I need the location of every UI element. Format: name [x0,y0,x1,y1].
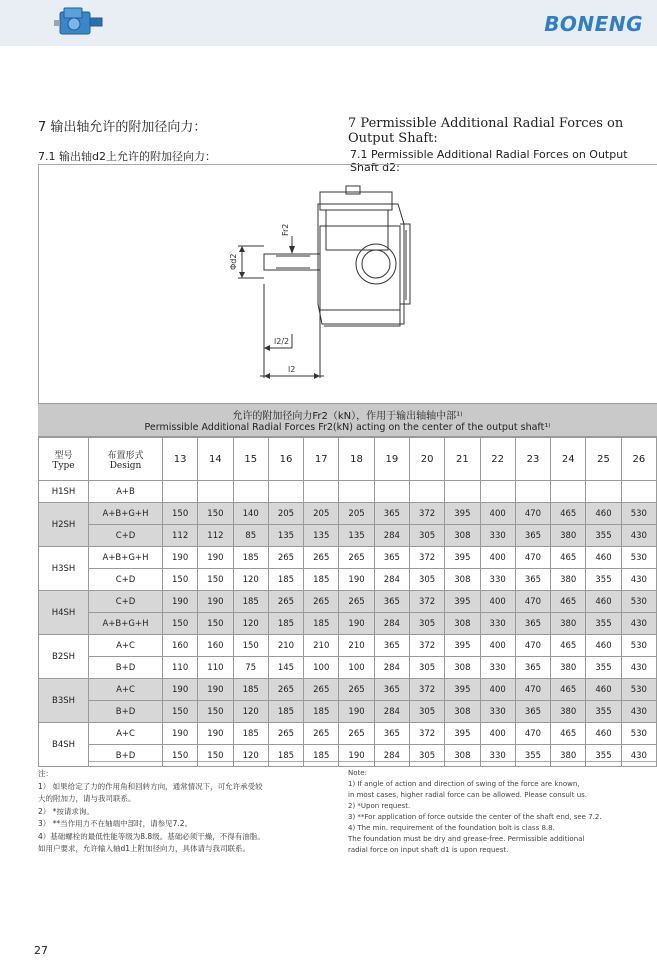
force-value-cell: 150 [198,745,233,767]
note-line: 4）基础螺栓的最低性能等级为8.8级。基础必须干燥，不得有油脂。 [38,831,265,841]
force-value-cell: 185 [233,723,268,745]
force-value-cell: 135 [304,525,339,547]
force-value-cell: 365 [374,547,409,569]
force-value-cell: 120 [233,745,268,767]
force-value-cell: 305 [409,745,444,767]
force-value-cell: 190 [339,745,374,767]
design-cell: A+C [89,679,163,701]
table-row [39,591,657,613]
size-column-header: 17 [304,438,339,481]
force-value-cell: 308 [445,657,480,679]
table-title-band [38,403,657,437]
force-value-cell: 430 [621,525,656,547]
force-value-cell: 190 [198,547,233,569]
page-number: 27 [34,944,48,957]
force-value-cell: 430 [621,569,656,591]
force-value-cell: 190 [339,613,374,635]
force-value-cell: 112 [163,525,198,547]
force-value-cell [233,481,268,503]
force-value-cell: 355 [586,525,621,547]
table-row [39,569,657,591]
force-value-cell: 355 [586,569,621,591]
note-line: 3) **For application of force outside the center of the shaft end, see 7.2. [348,813,602,821]
force-value-cell: 185 [268,745,303,767]
force-value-cell: 135 [339,525,374,547]
design-cell: C+D [89,525,163,547]
force-value-cell: 372 [409,723,444,745]
force-value-cell: 465 [551,723,586,745]
force-value-cell: 365 [374,635,409,657]
note-line: radial force on input shaft d1 is upon request. [348,846,509,854]
note-line: 2） *按请求询。 [38,806,94,816]
table-row [39,525,657,547]
force-value-cell: 284 [374,657,409,679]
d2-label: Φd2 [229,253,238,270]
design-header [89,438,163,481]
force-value-cell [268,481,303,503]
force-value-cell: 190 [163,591,198,613]
design-header-en: Design [109,460,142,471]
force-value-cell: 112 [198,525,233,547]
force-value-cell: 400 [480,503,515,525]
force-value-cell: 265 [339,547,374,569]
table-row [39,481,657,503]
force-value-cell: 330 [480,657,515,679]
force-value-cell: 190 [163,547,198,569]
size-column-header: 25 [586,438,621,481]
force-value-cell: 330 [480,745,515,767]
size-column-header: 23 [515,438,550,481]
force-value-cell: 372 [409,591,444,613]
design-cell: A+B+G+H [89,547,163,569]
force-value-cell: 150 [198,569,233,591]
table-title-cn: 允许的附加径向力Fr2（kN），作用于输出轴轴中部¹⁾ [232,411,463,422]
force-value-cell: 365 [374,503,409,525]
design-cell: C+D [89,591,163,613]
force-value-cell: 430 [621,745,656,767]
force-value-cell: 284 [374,525,409,547]
force-value-cell: 265 [304,723,339,745]
force-value-cell: 365 [374,679,409,701]
force-value-cell: 380 [551,745,586,767]
force-value-cell: 190 [163,679,198,701]
force-value-cell: 284 [374,569,409,591]
size-column-header: 14 [198,438,233,481]
force-value-cell: 308 [445,569,480,591]
force-value-cell: 465 [551,679,586,701]
note-line: 如用户要求，允许输入轴d1上附加径向力，具体请与我司联系。 [38,844,251,853]
table-row [39,547,657,569]
table-row [39,679,657,701]
force-value-cell [515,481,550,503]
gearbox-drawing [38,164,657,404]
force-value-cell: 185 [268,569,303,591]
force-value-cell: 380 [551,569,586,591]
force-value-cell: 185 [304,569,339,591]
size-column-header: 15 [233,438,268,481]
force-value-cell: 150 [198,503,233,525]
force-value-cell: 185 [304,613,339,635]
type-cell: B4SH [39,723,89,767]
force-value-cell: 470 [515,679,550,701]
force-value-cell: 365 [515,569,550,591]
force-value-cell: 380 [551,525,586,547]
force-value-cell: 365 [515,701,550,723]
force-value-cell: 470 [515,547,550,569]
note-line: in most cases, higher radial force can be allowed. Please consult us. [348,791,588,799]
force-value-cell: 465 [551,635,586,657]
force-value-cell: 355 [586,613,621,635]
force-value-cell [480,481,515,503]
force-value-cell [445,481,480,503]
design-cell: A+C [89,635,163,657]
force-value-cell: 380 [551,613,586,635]
force-value-cell: 465 [551,591,586,613]
note-line: 1） 如果给定了力的作用角和回转方向，通常情况下，可允许承受较 [38,781,263,791]
size-column-header: 13 [163,438,198,481]
design-cell: B+D [89,657,163,679]
force-value-cell: 265 [339,723,374,745]
force-value-cell: 185 [304,701,339,723]
size-column-header: 24 [551,438,586,481]
force-value-cell: 460 [586,723,621,745]
force-value-cell: 330 [480,701,515,723]
force-value-cell: 330 [480,525,515,547]
force-value-cell: 365 [515,525,550,547]
force-value-cell: 372 [409,503,444,525]
force-value-cell: 205 [304,503,339,525]
force-value-cell: 190 [198,723,233,745]
force-value-cell: 530 [621,635,656,657]
force-value-cell [409,481,444,503]
force-value-cell: 305 [409,569,444,591]
force-value-cell: 305 [409,613,444,635]
force-value-cell: 380 [551,701,586,723]
force-value-cell: 430 [621,657,656,679]
force-value-cell [374,481,409,503]
type-cell: H4SH [39,591,89,635]
force-value-cell: 160 [163,635,198,657]
force-value-cell: 365 [515,657,550,679]
force-value-cell [198,481,233,503]
force-value-cell: 395 [445,679,480,701]
force-value-cell: 205 [268,503,303,525]
force-value-cell: 150 [198,613,233,635]
type-cell: B3SH [39,679,89,723]
force-value-cell: 308 [445,613,480,635]
force-value-cell: 395 [445,591,480,613]
force-value-cell: 530 [621,591,656,613]
force-value-cell: 140 [233,503,268,525]
force-value-cell: 110 [198,657,233,679]
force-value-cell: 185 [233,591,268,613]
force-value-cell: 372 [409,547,444,569]
force-value-cell [163,481,198,503]
force-value-cell: 395 [445,547,480,569]
force-value-cell: 265 [268,547,303,569]
table-row [39,657,657,679]
force-value-cell: 372 [409,679,444,701]
fr2-label: Fr2 [281,223,290,236]
force-value-cell: 400 [480,547,515,569]
type-cell: H3SH [39,547,89,591]
force-value-cell: 400 [480,635,515,657]
force-value-cell: 265 [339,591,374,613]
force-value-cell: 150 [198,701,233,723]
force-value-cell: 470 [515,503,550,525]
force-value-cell: 210 [339,635,374,657]
force-value-cell: 265 [304,547,339,569]
radial-force-table [38,437,657,767]
force-value-cell: 150 [163,745,198,767]
force-value-cell [551,481,586,503]
design-cell: A+B [89,481,163,503]
note-line: 4) The min. requirement of the foundation bolt is class 8.8. [348,824,555,832]
design-cell: C+D [89,569,163,591]
table-row [39,701,657,723]
force-value-cell: 150 [233,635,268,657]
force-value-cell [586,481,621,503]
half-length-label: l2/2 [274,337,290,346]
force-value-cell [304,481,339,503]
subsection-title-en: 7.1 Permissible Additional Radial Forces on Output Shaft d2: [350,148,628,174]
force-value-cell: 135 [268,525,303,547]
force-value-cell: 308 [445,525,480,547]
force-value-cell: 145 [268,657,303,679]
force-value-cell: 395 [445,635,480,657]
type-header-en: Type [52,460,75,471]
note-line: Note: [348,769,367,777]
force-value-cell: 330 [480,569,515,591]
force-value-cell: 530 [621,679,656,701]
force-value-cell: 355 [586,745,621,767]
force-value-cell: 120 [233,701,268,723]
force-value-cell: 284 [374,745,409,767]
force-value-cell: 110 [163,657,198,679]
design-header-cn: 布置形式 [107,450,144,461]
force-value-cell: 530 [621,723,656,745]
type-cell: H1SH [39,481,89,503]
force-value-cell: 330 [480,613,515,635]
table-header-row [39,438,657,481]
note-line: The foundation must be dry and grease-free. Permissible additional [348,835,585,843]
design-cell: B+D [89,745,163,767]
force-value-cell: 160 [198,635,233,657]
force-value-cell: 150 [163,503,198,525]
design-cell: A+B+G+H [89,503,163,525]
force-value-cell: 305 [409,657,444,679]
force-value-cell: 430 [621,613,656,635]
type-header [39,438,89,481]
brand-logo: BONENG [544,12,643,36]
size-column-header: 16 [268,438,303,481]
type-cell: B2SH [39,635,89,679]
table-row [39,613,657,635]
section-title-en: 7 Permissible Additional Radial Forces on Output Shaft: [348,116,624,146]
force-value-cell: 100 [304,657,339,679]
force-value-cell: 85 [233,525,268,547]
force-value-cell: 150 [163,613,198,635]
force-value-cell: 430 [621,701,656,723]
size-column-header: 19 [374,438,409,481]
force-value-cell: 460 [586,635,621,657]
force-value-cell: 185 [268,701,303,723]
force-value-cell: 190 [339,701,374,723]
force-value-cell: 395 [445,723,480,745]
force-value-cell: 470 [515,635,550,657]
force-value-cell: 308 [445,745,480,767]
force-value-cell: 100 [339,657,374,679]
note-line: 1) If angle of action and direction of swing of the force are known, [348,780,580,788]
force-value-cell: 400 [480,591,515,613]
page-header [0,0,657,46]
force-value-cell: 308 [445,701,480,723]
force-value-cell: 205 [339,503,374,525]
force-value-cell: 470 [515,723,550,745]
force-value-cell [339,481,374,503]
force-value-cell: 400 [480,679,515,701]
force-value-cell: 355 [515,745,550,767]
subsection-title-cn: 7.1 输出轴d2上允许的附加径向力： [38,150,216,163]
force-value-cell: 395 [445,503,480,525]
length-label: l2 [288,365,296,374]
force-value-cell: 75 [233,657,268,679]
force-value-cell: 120 [233,613,268,635]
size-column-header: 21 [445,438,480,481]
design-cell: A+C [89,723,163,745]
force-value-cell: 460 [586,679,621,701]
table-row [39,635,657,657]
force-value-cell: 265 [268,591,303,613]
force-value-cell: 284 [374,701,409,723]
notes-cn [38,768,338,856]
force-value-cell: 400 [480,723,515,745]
note-line: 大的附加力，请与我司联系。 [38,794,136,803]
force-value-cell: 185 [233,547,268,569]
note-line: 2) *Upon request. [348,802,411,810]
size-column-header: 26 [621,438,656,481]
size-column-header: 22 [480,438,515,481]
force-value-cell: 120 [233,569,268,591]
force-value-cell: 190 [163,723,198,745]
force-value-cell: 355 [586,701,621,723]
table-title-en: Permissible Additional Radial Forces Fr2(kN) acting on the center of the output shaft¹⁾ [144,422,551,433]
force-value-cell: 465 [551,503,586,525]
force-value-cell: 265 [268,723,303,745]
force-value-cell: 355 [586,657,621,679]
note-line: 3） **当作用力不在轴端中部时，请参见7.2。 [38,819,193,828]
force-value-cell: 530 [621,547,656,569]
force-value-cell: 460 [586,547,621,569]
size-column-header: 18 [339,438,374,481]
force-value-cell: 190 [339,569,374,591]
force-value-cell: 530 [621,503,656,525]
force-value-cell: 210 [268,635,303,657]
force-value-cell: 150 [163,701,198,723]
force-value-cell: 460 [586,591,621,613]
size-column-header: 20 [409,438,444,481]
force-value-cell: 465 [551,547,586,569]
table-row [39,745,657,767]
force-value-cell: 185 [304,745,339,767]
force-value-cell: 365 [374,723,409,745]
notes-en [348,768,648,856]
design-cell: A+B+G+H [89,613,163,635]
note-line: 注： [38,769,53,778]
force-value-cell: 470 [515,591,550,613]
force-value-cell: 190 [198,679,233,701]
section-title-cn: 7 输出轴允许的附加径向力： [38,120,207,135]
force-value-cell: 150 [163,569,198,591]
force-value-cell: 185 [268,613,303,635]
force-value-cell: 265 [304,591,339,613]
type-header-cn: 型号 [54,450,73,461]
design-cell: B+D [89,701,163,723]
force-value-cell [621,481,656,503]
force-value-cell: 460 [586,503,621,525]
force-value-cell: 305 [409,701,444,723]
force-value-cell: 372 [409,635,444,657]
force-value-cell: 265 [339,679,374,701]
type-cell: H2SH [39,503,89,547]
force-value-cell: 284 [374,613,409,635]
table-row [39,503,657,525]
force-value-cell: 365 [515,613,550,635]
force-value-cell: 185 [233,679,268,701]
force-value-cell: 265 [304,679,339,701]
force-value-cell: 265 [268,679,303,701]
force-value-cell: 365 [374,591,409,613]
force-value-cell: 210 [304,635,339,657]
force-value-cell: 190 [198,591,233,613]
force-value-cell: 305 [409,525,444,547]
table-row [39,723,657,745]
force-value-cell: 380 [551,657,586,679]
gearbox-photo-icon [54,4,106,38]
